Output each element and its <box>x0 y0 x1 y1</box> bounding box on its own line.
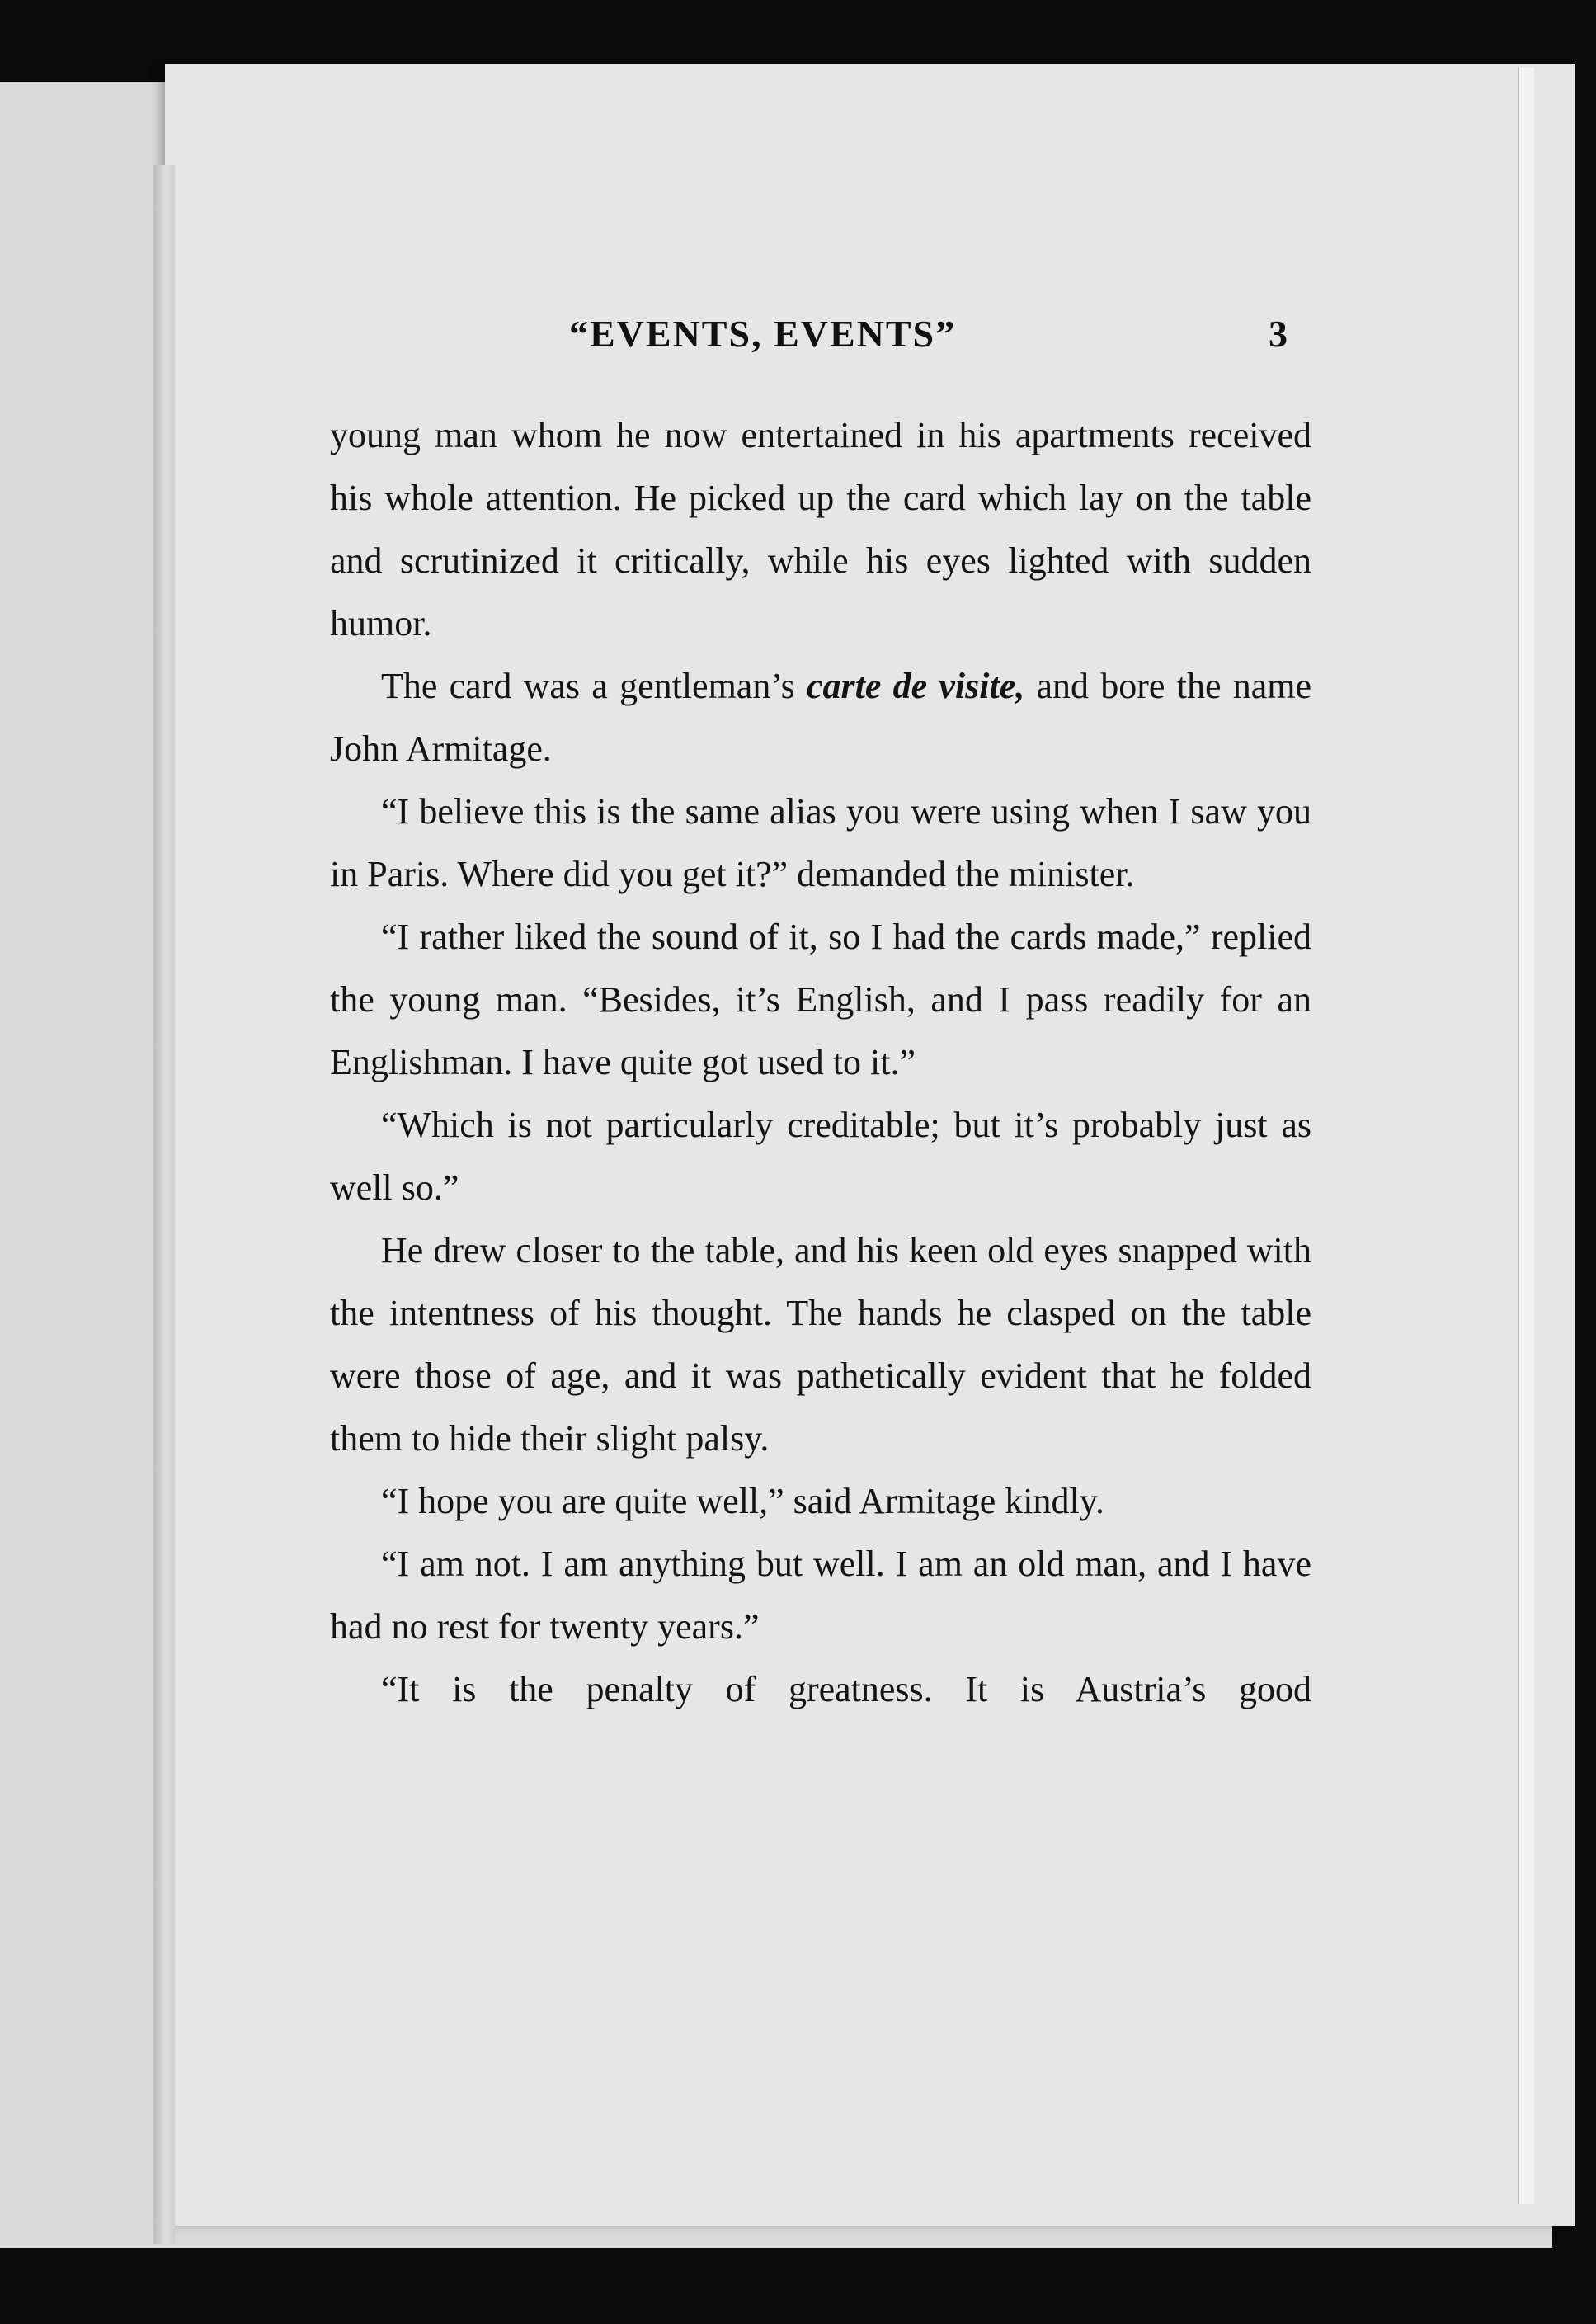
paragraph-text: The card was a gentleman’s <box>381 666 807 706</box>
paragraph: He drew closer to the table, and his keen old eyes snapped with the intentness of his thought. The hands he clasped on the table were those of age, and it was pathetically evident that he folded them to hide their slight palsy. <box>330 1230 1311 1459</box>
paragraph: young man whom he now entertained in his apartments received his whole attention. He picked up the card which lay on the table and scrutinized it critically, while his eyes lighted with sudden humor. <box>330 415 1311 643</box>
paragraph-text: and bore the name John Armitage. <box>330 666 1312 769</box>
italic-phrase: carte de visite, <box>806 666 1025 706</box>
page-number: 3 <box>1269 313 1288 355</box>
paragraph: “I believe this is the same alias you were using when I saw you in Paris. Where did you get it?” demanded the minister. <box>330 791 1311 894</box>
body-text <box>330 404 1311 1721</box>
paragraph: “It is the penalty of greatness. It is Austria’s good <box>381 1669 1311 1709</box>
paragraph: “I hope you are quite well,” said Armitage kindly. <box>381 1481 1104 1521</box>
paragraph: “Which is not particularly creditable; but it’s probably just as well so.” <box>330 1105 1311 1208</box>
paragraph <box>330 655 1311 780</box>
paragraph: “I am not. I am anything but well. I am an old man, and I have had no rest for twenty years.” <box>330 1544 1311 1647</box>
page-gutter <box>153 165 175 2244</box>
running-title: “EVENTS, EVENTS” <box>569 313 957 355</box>
page-edge <box>1518 68 1534 2204</box>
running-head <box>0 312 1596 361</box>
paragraph: “I rather liked the sound of it, so I had the cards made,” replied the young man. “Besides, it’s English, and I pass readily for an Englishman. I have quite got used to it.” <box>330 917 1311 1082</box>
